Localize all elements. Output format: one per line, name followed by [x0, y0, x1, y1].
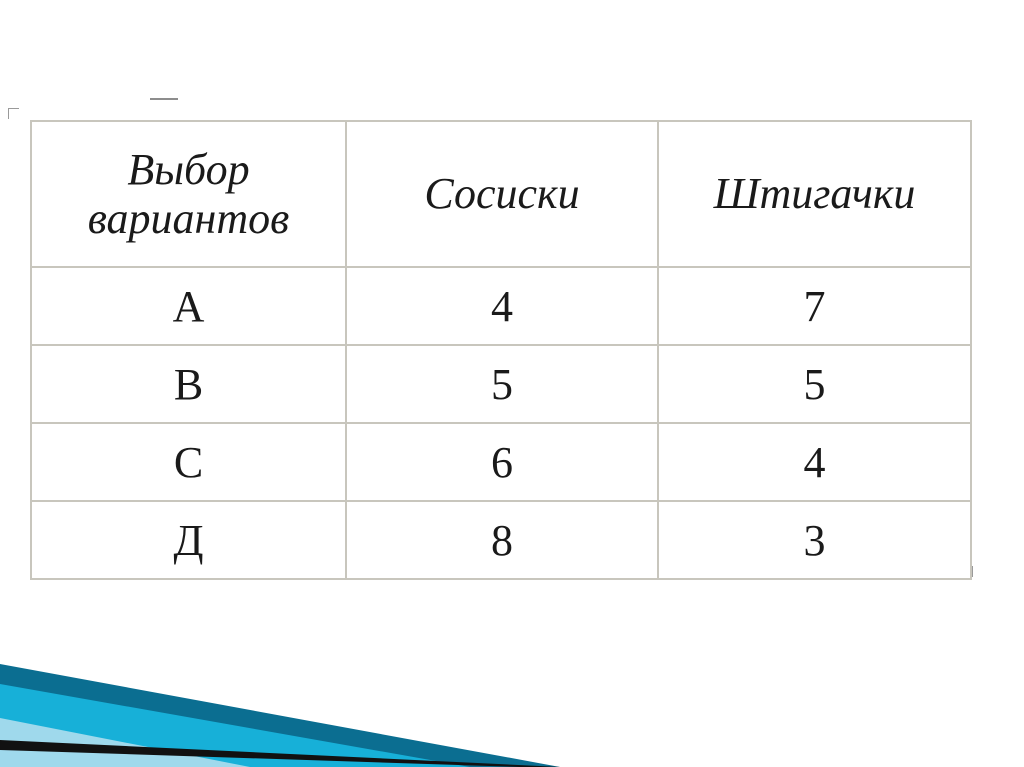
table-cell: Д — [31, 501, 346, 579]
table-cell: 7 — [658, 267, 971, 345]
table-cell: С — [31, 423, 346, 501]
table-row — [31, 423, 971, 501]
table-cell: 5 — [346, 345, 658, 423]
table-header-cell: Выбор вариантов — [31, 121, 346, 267]
table-header-cell: Штигачки — [658, 121, 971, 267]
table-header-row — [31, 121, 971, 267]
table-row — [31, 345, 971, 423]
data-table — [30, 120, 972, 580]
table-cell: 8 — [346, 501, 658, 579]
object-handle-top-left — [8, 108, 19, 119]
table-cell: А — [31, 267, 346, 345]
table-row — [31, 501, 971, 579]
table-header-cell: Сосиски — [346, 121, 658, 267]
table-cell: 6 — [346, 423, 658, 501]
decorative-ribbon — [0, 622, 560, 767]
table-row — [31, 267, 971, 345]
table-cell: 5 — [658, 345, 971, 423]
table-cell: В — [31, 345, 346, 423]
object-tick-mark — [150, 98, 178, 108]
data-table-container — [30, 120, 970, 565]
table-cell: 4 — [658, 423, 971, 501]
table-cell: 4 — [346, 267, 658, 345]
table-cell: 3 — [658, 501, 971, 579]
